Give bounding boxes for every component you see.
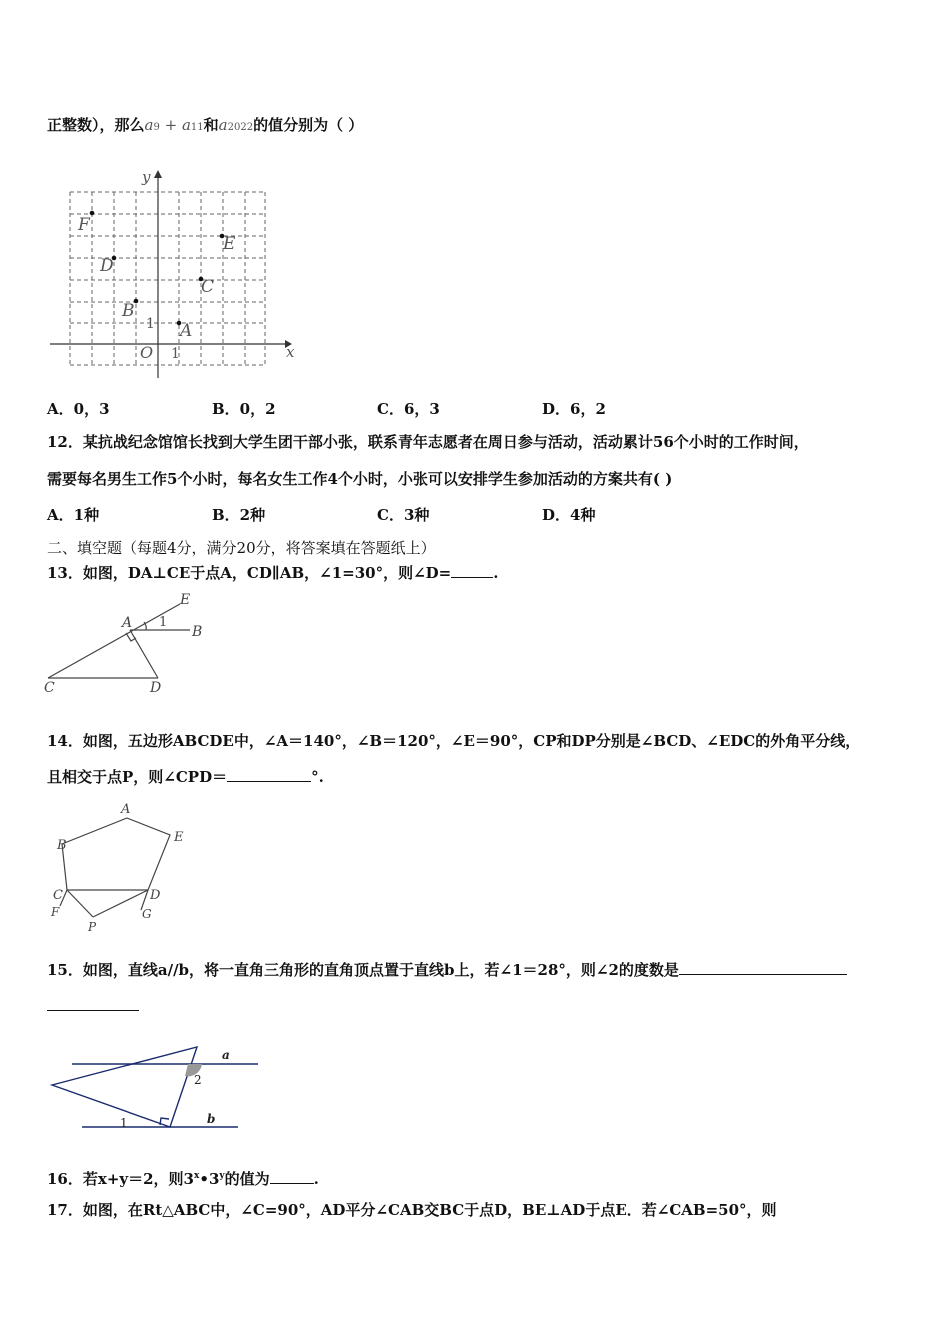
q11-y-arrow: [154, 170, 162, 178]
q13-label-d: D: [150, 680, 162, 696]
q17-stem: 17．如图，在Rt△ABC中，∠C=90°，AD平分∠CAB交BC于点D，BE⊥AD于点E．若∠CAB=50°，则: [47, 1201, 777, 1219]
q11-stem-tail: [47, 115, 363, 138]
q15-triangle: [52, 1047, 197, 1127]
q13-label-1: 1: [159, 615, 168, 630]
q11-tick-x: 1: [171, 346, 180, 362]
q11-expr-a9-sub: 9: [153, 122, 160, 133]
q15-label-1: 1: [120, 1116, 128, 1130]
q11-expr-plus: +: [159, 116, 182, 134]
q13-text: 13．如图，DA⊥CE于点A，CD∥AB，∠1=30°，则∠D=: [47, 564, 452, 582]
q14-label-c: C: [53, 888, 63, 903]
q11-option-c[interactable]: C．6，3: [377, 400, 440, 418]
q11-expr-a11-sub: 11: [190, 122, 204, 133]
q11-option-a[interactable]: A．0，3: [47, 400, 110, 418]
q16-answer-blank[interactable]: [270, 1169, 314, 1184]
q15-label-b: b: [207, 1112, 216, 1126]
q11-text-1: 正整数），那么: [47, 116, 145, 134]
q11-label-f: F: [78, 215, 90, 235]
q12-option-c[interactable]: C．3种: [377, 506, 430, 524]
q16-text-end: 的值为: [224, 1170, 270, 1188]
q12-line-2: 需要每名男生工作5个小时，每名女生工作4个小时，小张可以安排学生参加活动的方案共有( ): [47, 470, 673, 488]
q13-label-c: C: [44, 680, 55, 696]
q15-answer-blank-1[interactable]: [679, 960, 847, 975]
q11-tick-y: 1: [146, 316, 155, 332]
q14-label-f: F: [51, 905, 60, 919]
q14-label-d: D: [150, 888, 161, 903]
q11-origin-label: O: [140, 343, 154, 362]
q13-label-a: A: [122, 615, 133, 631]
q14-figure: [45, 800, 205, 940]
q14-label-g: G: [142, 907, 152, 921]
q13-end: .: [493, 564, 499, 582]
q15-figure: [40, 1035, 270, 1140]
q11-label-c: C: [201, 277, 215, 297]
q12-option-a[interactable]: A．1种: [47, 506, 100, 524]
q16-end: .: [313, 1170, 319, 1188]
q14-label-b: B: [57, 838, 67, 853]
q11-x-label: x: [286, 343, 295, 361]
q11-coordinate-figure: [40, 160, 310, 390]
q14-label-p: P: [88, 920, 97, 934]
q15-stem: [47, 960, 847, 980]
q11-y-label: y: [142, 168, 151, 186]
q14-text: 且相交于点P，则∠CPD＝: [47, 768, 228, 786]
q11-text-mid: 和: [203, 116, 219, 134]
q14-pentagon: [62, 818, 170, 890]
q13-answer-blank[interactable]: [451, 563, 493, 578]
q12-line-1: 12．某抗战纪念馆馆长找到大学生团干部小张，联系青年志愿者在周日参与活动，活动累计56个小时的工作时间，: [47, 433, 809, 451]
q13-stem: [47, 563, 498, 583]
section-2-heading: 二、填空题（每题4分，满分20分，将答案填在答题纸上）: [47, 539, 436, 557]
q12-option-b[interactable]: B．2种: [212, 506, 266, 524]
q14-line-1: 14．如图，五边形ABCDE中，∠A＝140°，∠B＝120°，∠E＝90°，CP和DP分别是∠BCD、∠EDC的外角平分线，: [47, 732, 861, 750]
q14-line-2: [47, 767, 324, 787]
q13-label-e: E: [180, 592, 191, 608]
q14-line-dp: [93, 890, 148, 917]
q11-label-e: E: [223, 234, 236, 254]
q11-option-d[interactable]: D．6，2: [542, 400, 606, 418]
q11-point-f: [90, 211, 95, 216]
q14-end: °.: [311, 768, 324, 786]
q11-option-b[interactable]: B．0，2: [212, 400, 276, 418]
q16-stem: [47, 1166, 319, 1189]
q14-line-cp: [67, 890, 93, 917]
q11-expr-a11: a: [181, 116, 191, 134]
q16-sup-x: x: [193, 1171, 200, 1181]
q16-sup-y: y: [219, 1171, 225, 1181]
q15-label-2: 2: [194, 1073, 202, 1087]
q11-grid: [70, 192, 265, 365]
q11-label-d: D: [100, 256, 114, 276]
q14-label-e: E: [174, 830, 184, 845]
q13-line-ad: [130, 630, 158, 678]
q11-text-2: 的值分别为（ ）: [253, 116, 364, 134]
q14-label-a: A: [121, 802, 131, 817]
q11-expr-a2022: a: [218, 116, 228, 134]
q15-text: 15．如图，直线a//b，将一直角三角形的直角顶点置于直线b上，若∠1＝28°，则∠2的度数是: [47, 961, 679, 979]
q13-label-b: B: [192, 624, 203, 640]
q12-option-d[interactable]: D．4种: [542, 506, 596, 524]
q14-answer-blank[interactable]: [227, 767, 311, 782]
q11-label-a: A: [180, 321, 193, 341]
q16-text-mid: •3: [199, 1170, 220, 1188]
q13-figure: [40, 590, 220, 700]
q11-expr-a2022-sub: 2022: [227, 122, 254, 133]
q15-label-a: a: [222, 1048, 230, 1062]
q16-text: 16．若x+y＝2，则3: [47, 1170, 194, 1188]
q15-blank-line-2: [47, 996, 139, 1016]
q11-label-b: B: [122, 301, 135, 321]
q11-expr-a9: a: [144, 116, 154, 134]
q15-answer-blank-2[interactable]: [47, 996, 139, 1011]
